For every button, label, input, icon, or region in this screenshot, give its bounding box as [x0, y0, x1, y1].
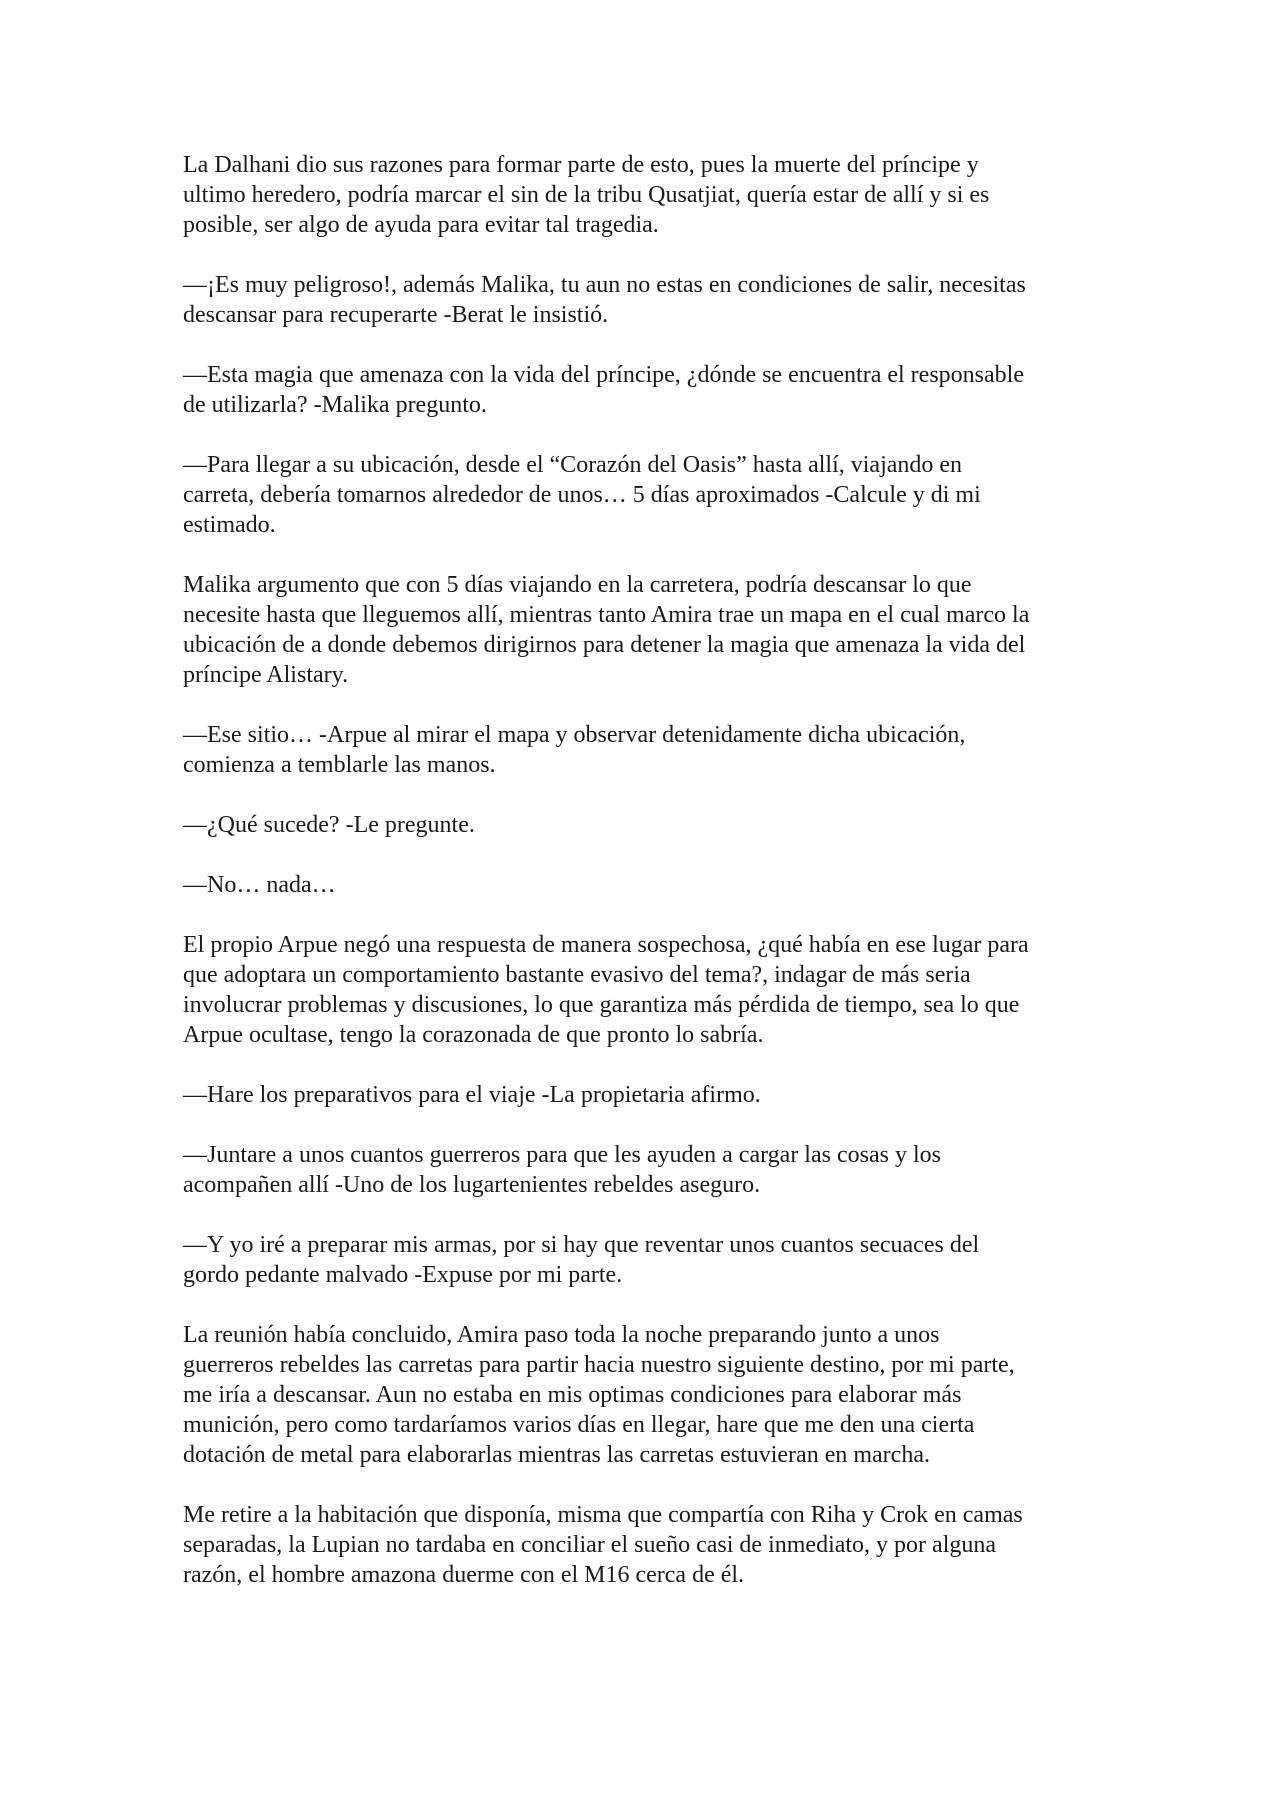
- paragraph: —Ese sitio… -Arpue al mirar el mapa y observar detenidamente dicha ubicación, comienza a temblarle las manos.: [183, 722, 966, 778]
- paragraph: Malika argumento que con 5 días viajando en la carretera, podría descansar lo que necesite hasta que lleguemos allí, mientras tanto Amira trae un mapa en el cual marco la ubicación de a donde debemos dirigirnos para detener la magia que amenaza la vida del príncipe Alistary.: [183, 572, 1030, 688]
- paragraph: —No… nada…: [183, 872, 336, 898]
- paragraph: —Para llegar a su ubicación, desde el “Corazón del Oasis” hasta allí, viajando en carreta, debería tomarnos alrededor de unos… 5 días aproximados -Calcule y di mi estimado.: [183, 452, 981, 538]
- paragraph: —¿Qué sucede? -Le pregunte.: [183, 812, 475, 838]
- paragraph: La reunión había concluido, Amira paso toda la noche preparando junto a unos guerreros rebeldes las carretas para partir hacia nuestro siguiente destino, por mi parte, me iría a descansar. Aun no estaba en mis optimas condiciones para elaborar más munición, pero como tardaríamos varios días en llegar, hare que me den una cierta dotación de metal para elaborarlas mientras las carretas estuvieran en marcha.: [183, 1322, 1015, 1468]
- paragraph: El propio Arpue negó una respuesta de manera sospechosa, ¿qué había en ese lugar para que adoptara un comportamiento bastante evasivo del tema?, indagar de más seria involucrar problemas y discusiones, lo que garantiza más pérdida de tiempo, sea lo que Arpue ocultase, tengo la corazonada de que pronto lo sabría.: [183, 932, 1029, 1048]
- paragraph: —Esta magia que amenaza con la vida del príncipe, ¿dónde se encuentra el responsable de utilizarla? -Malika pregunto.: [183, 362, 1024, 418]
- paragraph: —Juntare a unos cuantos guerreros para que les ayuden a cargar las cosas y los acompañen allí -Uno de los lugartenientes rebeldes aseguro.: [183, 1142, 941, 1198]
- document-body: [183, 150, 1103, 1620]
- paragraph: —¡Es muy peligroso!, además Malika, tu aun no estas en condiciones de salir, necesitas descansar para recuperarte -Berat le insistió.: [183, 272, 1026, 328]
- paragraph: —Hare los preparativos para el viaje -La propietaria afirmo.: [183, 1082, 761, 1108]
- paragraph: —Y yo iré a preparar mis armas, por si hay que reventar unos cuantos secuaces del gordo pedante malvado -Expuse por mi parte.: [183, 1232, 980, 1288]
- paragraph: La Dalhani dio sus razones para formar parte de esto, pues la muerte del príncipe y ultimo heredero, podría marcar el sin de la tribu Qusatjiat, quería estar de allí y si es posible, ser algo de ayuda para evitar tal tragedia.: [183, 152, 990, 238]
- paragraph: Me retire a la habitación que disponía, misma que compartía con Riha y Crok en camas separadas, la Lupian no tardaba en conciliar el sueño casi de inmediato, y por alguna razón, el hombre amazona duerme con el M16 cerca de él.: [183, 1502, 1023, 1588]
